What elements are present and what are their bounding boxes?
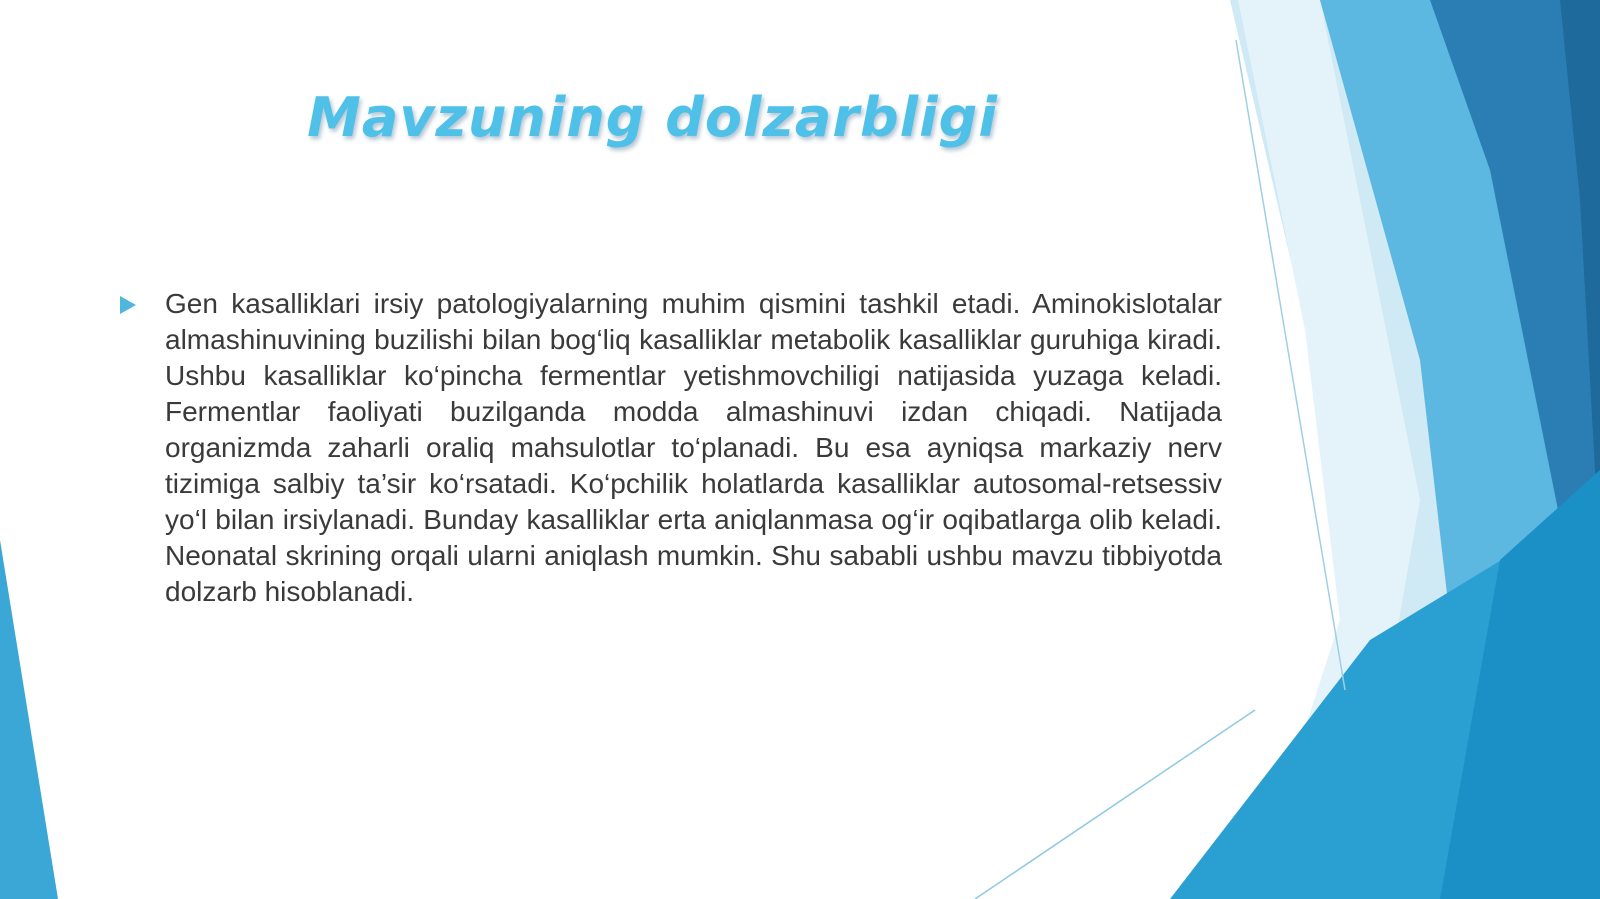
deco-shape-left (0, 540, 58, 899)
bullet-item (120, 286, 1222, 610)
slide-title: Mavzuning dolzarbligi (307, 86, 998, 149)
bullet-text: Gen kasalliklari irsiy patologiyalarning muhim qismini tashkil etadi. Aminokislotalar almashinuvining buzilishi bilan bog‘liq kasalliklar metabolik kasalliklar guruhiga kiradi. Ushbu kasalliklar ko‘pincha fermentlar yetishmovchiligi natijasida yuzaga keladi. Fermentlar faoliyati buzilganda modda almashinuvi izdan chiqadi. Natijada organizmda zaharli oraliq mahsulotlar to‘planadi. Bu esa ayniqsa markaziy nerv tizimiga salbiy ta’sir ko‘rsatadi. Ko‘pchilik holatlarda kasalliklar autosomal-retsessiv yo‘l bilan irsiylanadi. Bunday kasalliklar erta aniqlanmasa og‘ir oqibatlarga olib keladi. Neonatal skrining orqali ularni aniqlash mumkin. Shu sababli ushbu mavzu tibbiyotda dolzarb hisoblanadi. (165, 288, 1222, 607)
triangle-right-icon (120, 296, 136, 314)
slide-content (120, 286, 1222, 610)
